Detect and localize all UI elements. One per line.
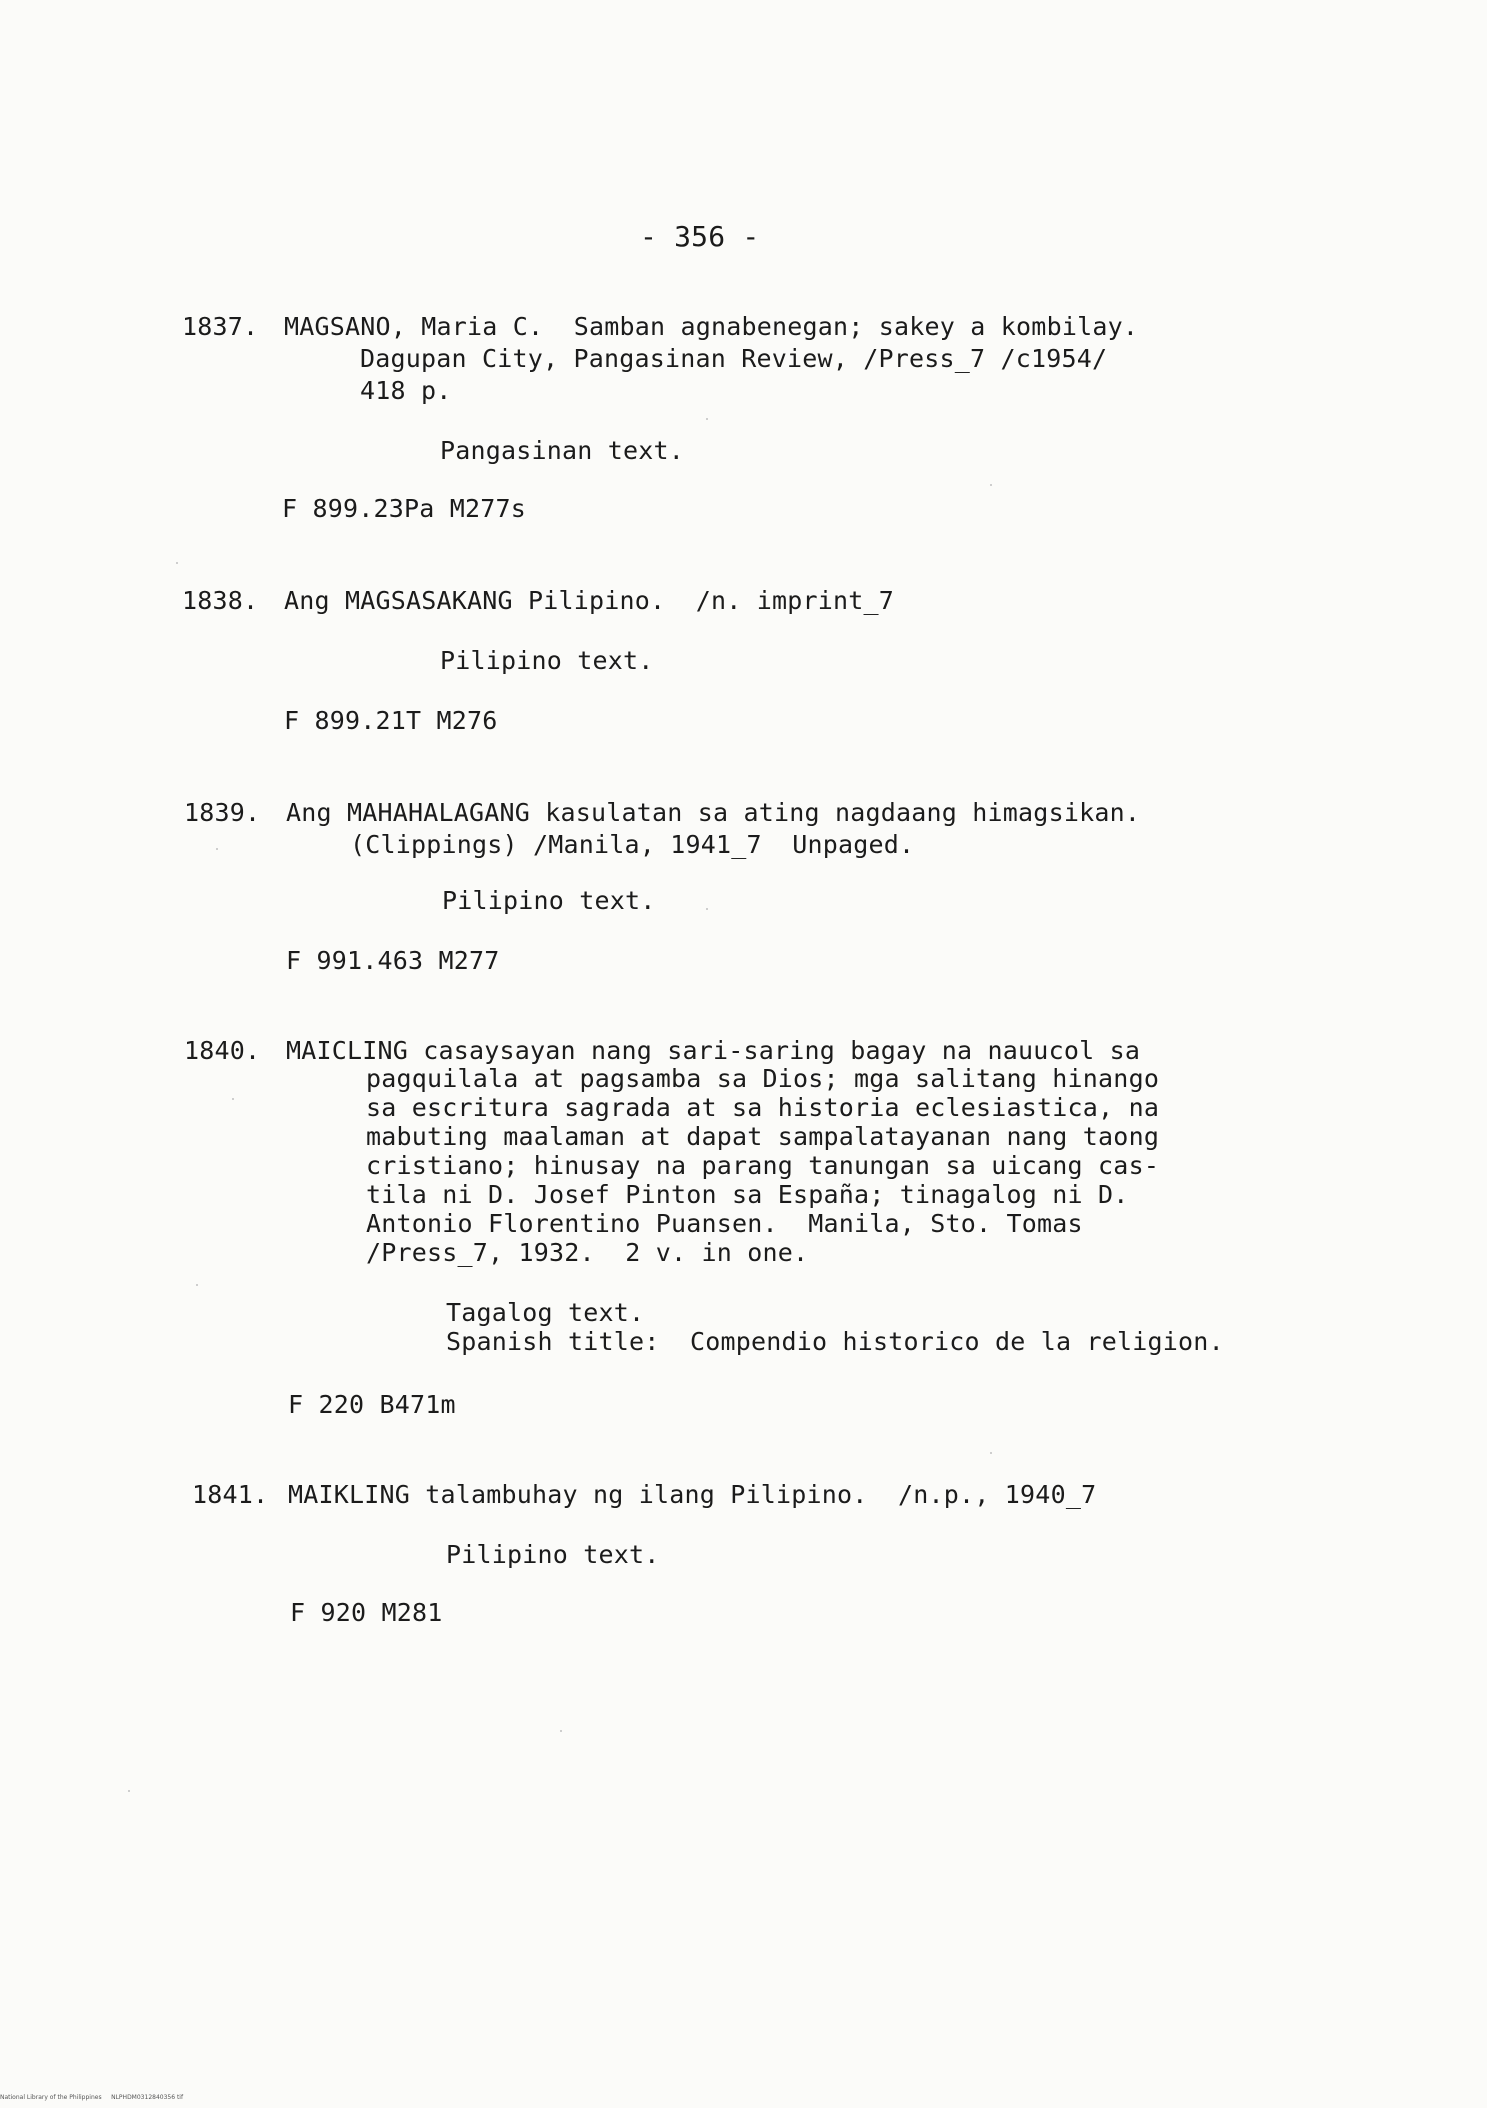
entry-line: (Clippings) /Manila, 1941_7 Unpaged. (350, 830, 915, 859)
entry-number: 1840. (184, 1036, 261, 1065)
scan-speck (196, 1284, 198, 1286)
entry-line: mabuting maalaman at dapat sampalatayanan nang taong (366, 1122, 1160, 1151)
page-number: - 356 - (640, 220, 760, 253)
entry-number: 1838. (182, 586, 259, 615)
entry-note: Pangasinan text. (440, 436, 685, 465)
entry-line: pagquilala at pagsamba sa Dios; mga salitang hinango (366, 1064, 1160, 1093)
entry-note-spanish-title: Spanish title: Compendio historico de la religion. (446, 1327, 1224, 1356)
scan-speck (990, 484, 992, 486)
call-number: F 899.21T M276 (284, 706, 498, 735)
entry-line: sa escritura sagrada at sa historia eclesiastica, na (366, 1093, 1160, 1122)
scan-speck (128, 1790, 130, 1792)
scan-speck (176, 562, 178, 564)
scan-speck (216, 848, 218, 850)
entry-note: Pilipino text. (442, 886, 656, 915)
call-number: F 991.463 M277 (286, 946, 500, 975)
entry-number: 1841. (192, 1480, 269, 1509)
scan-speck (990, 1452, 992, 1454)
entry-line: 418 p. (360, 376, 452, 405)
entry-line: MAICLING casaysayan nang sari-saring bagay na nauucol sa (286, 1036, 1141, 1065)
entry-line: Dagupan City, Pangasinan Review, /Press_7 /c1954/ (360, 344, 1108, 373)
scan-speck (706, 418, 708, 420)
entry-number: 1837. (182, 312, 259, 341)
entry-line: MAGSANO, Maria C. Samban agnabenegan; sakey a kombilay. (284, 312, 1139, 341)
entry-number: 1839. (184, 798, 261, 827)
scan-speck (706, 908, 708, 910)
entry-note: Tagalog text. (446, 1298, 645, 1327)
entry-line: Ang MAGSASAKANG Pilipino. /n. imprint_7 (284, 586, 895, 615)
scan-footer: National Library of the Philippines NLPHDM0312840356 tif (0, 2094, 184, 2101)
entry-line: Ang MAHAHALAGANG kasulatan sa ating nagdaang himagsikan. (286, 798, 1141, 827)
entry-line: Antonio Florentino Puansen. Manila, Sto. Tomas (366, 1209, 1083, 1238)
call-number: F 899.23Pa M277s (282, 494, 527, 523)
scan-speck (232, 1098, 234, 1100)
entry-note: Pilipino text. (446, 1540, 660, 1569)
call-number: F 220 B471m (288, 1390, 456, 1419)
entry-line: MAIKLING talambuhay ng ilang Pilipino. /n.p., 1940_7 (288, 1480, 1097, 1509)
entry-line: tila ni D. Josef Pinton sa España; tinagalog ni D. (366, 1180, 1129, 1209)
entry-line: /Press_7, 1932. 2 v. in one. (366, 1238, 809, 1267)
call-number: F 920 M281 (290, 1598, 443, 1627)
scan-speck (560, 1730, 562, 1732)
entry-line: cristiano; hinusay na parang tanungan sa uicang cas- (366, 1151, 1160, 1180)
entry-note: Pilipino text. (440, 646, 654, 675)
